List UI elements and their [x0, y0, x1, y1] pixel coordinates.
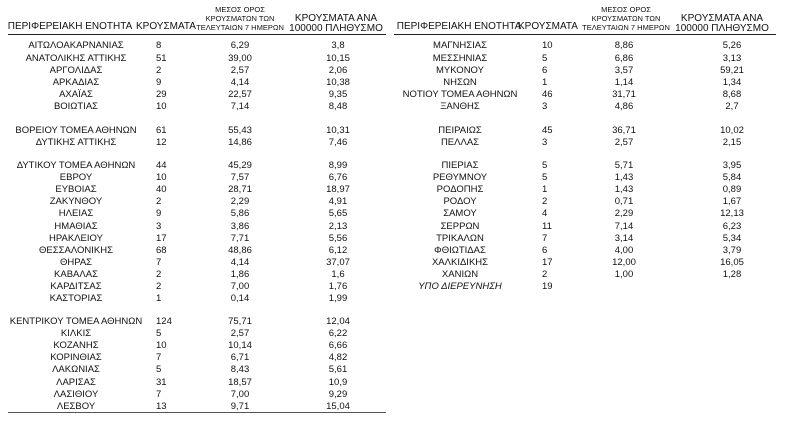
cases-value: 7: [156, 257, 162, 268]
cases-value: 8: [156, 40, 162, 51]
cases-value: 10: [156, 340, 167, 351]
cases-value: 1: [542, 184, 548, 195]
region-name: ΠΙΕΡΙΑΣ: [441, 160, 479, 171]
cases-value: 17: [542, 257, 553, 268]
right-header-avg-line1: ΜΕΣΟΣ ΟΡΟΣ: [601, 5, 651, 14]
avg-7day-value: 39,00: [228, 53, 252, 64]
per-100k-value: 12,13: [720, 208, 744, 219]
avg-7day-value: 48,86: [228, 245, 252, 256]
per-100k-value: 6,66: [328, 340, 348, 351]
cases-value: 7: [156, 352, 162, 363]
avg-7day-value: 4,86: [614, 101, 634, 112]
avg-7day-value: 3,86: [230, 221, 250, 232]
cases-value: 3: [156, 221, 162, 232]
avg-7day-value: 14,86: [228, 137, 252, 148]
right-header-avg: [574, 5, 678, 32]
region-name: ΚΟΖΑΝΗΣ: [53, 340, 99, 351]
region-name: ΚΟΡΙΝΘΙΑΣ: [50, 352, 102, 363]
per-100k-value: 5,26: [722, 40, 742, 51]
avg-7day-value: 1,43: [614, 184, 634, 195]
region-name: ΚΑΣΤΟΡΙΑΣ: [49, 293, 103, 304]
region-name: ΡΟΔΟΠΗΣ: [436, 184, 484, 195]
per-100k-value: 0,89: [722, 184, 742, 195]
per-100k-value: 12,04: [326, 316, 350, 327]
cases-value: 7: [156, 389, 162, 400]
per-100k-value: 9,29: [328, 389, 348, 400]
right-header-avg-line2: ΚΡΟΥΣΜΑΤΩΝ ΤΩΝ: [591, 14, 661, 23]
per-100k-value: 3,13: [722, 53, 742, 64]
avg-7day-value: 3,57: [614, 65, 634, 76]
per-100k-value: 6,23: [722, 221, 742, 232]
right-header-per: [670, 14, 774, 34]
cases-value: 1: [156, 293, 162, 304]
right-header-per-line2: 100000 ΠΛΗΘΥΣΜΟ: [675, 23, 769, 34]
avg-7day-value: 7,71: [230, 233, 250, 244]
per-100k-value: 1,99: [328, 293, 348, 304]
avg-7day-value: 10,14: [228, 340, 252, 351]
avg-7day-value: 75,71: [228, 316, 252, 327]
region-name: ΡΟΔΟΥ: [443, 196, 477, 207]
cases-value: 5: [156, 364, 162, 375]
region-name: ΖΑΚΥΝΘΟΥ: [49, 196, 103, 207]
per-100k-value: 1,67: [722, 196, 742, 207]
region-name: ΜΕΣΣΗΝΙΑΣ: [432, 53, 488, 64]
region-name: ΗΛΕΙΑΣ: [58, 208, 94, 219]
right-header-avg-line3: ΤΕΛΕΥΤΑΙΩΝ 7 ΗΜΕΡΩΝ: [582, 23, 670, 32]
cases-value: 19: [542, 281, 553, 292]
left-header-region: ΠΕΡΙΦΕΡΕΙΑΚΗ ΕΝΟΤΗΤΑ: [7, 21, 133, 32]
avg-7day-value: 18,57: [228, 377, 252, 388]
left-header-rule: [8, 34, 386, 35]
avg-7day-value: 22,57: [228, 89, 252, 100]
avg-7day-value: 6,71: [230, 352, 250, 363]
per-100k-value: 3,95: [722, 160, 742, 171]
cases-value: 51: [156, 53, 167, 64]
cases-value: 2: [156, 196, 162, 207]
region-name: ΠΕΛΛΑΣ: [440, 137, 480, 148]
avg-7day-value: 4,00: [614, 245, 634, 256]
cases-value: 6: [542, 245, 548, 256]
avg-7day-value: 8,86: [614, 40, 634, 51]
cases-value: 40: [156, 184, 167, 195]
region-name: ΗΜΑΘΙΑΣ: [54, 221, 98, 232]
region-name: ΤΡΙΚΑΛΩΝ: [436, 233, 484, 244]
region-name: ΣΕΡΡΩΝ: [440, 221, 480, 232]
per-100k-value: 10,02: [720, 125, 744, 136]
region-name: ΧΑΛΚΙΔΙΚΗΣ: [431, 257, 489, 268]
avg-7day-value: 55,43: [228, 125, 252, 136]
left-header-avg-line3: ΤΕΛΕΥΤΑΙΩΝ 7 ΗΜΕΡΩΝ: [196, 23, 284, 32]
per-100k-value: 2,7: [725, 101, 739, 112]
avg-7day-value: 0,71: [614, 196, 634, 207]
per-100k-value: 2,06: [328, 65, 348, 76]
cases-value: 9: [156, 208, 162, 219]
per-100k-value: 10,31: [326, 125, 350, 136]
avg-7day-value: 5,86: [230, 208, 250, 219]
cases-value: 124: [156, 316, 172, 327]
cases-value: 2: [156, 65, 162, 76]
cases-value: 10: [156, 172, 167, 183]
avg-7day-value: 1,00: [614, 269, 634, 280]
avg-7day-value: 7,57: [230, 172, 250, 183]
avg-7day-value: 4,14: [230, 77, 250, 88]
region-name: ΘΕΣΣΑΛΟΝΙΚΗΣ: [39, 245, 113, 256]
cases-value: 1: [542, 77, 548, 88]
per-100k-value: 5,84: [722, 172, 742, 183]
avg-7day-value: 12,00: [612, 257, 636, 268]
per-100k-value: 1,6: [331, 269, 345, 280]
per-100k-value: 10,9: [328, 377, 348, 388]
per-100k-value: 9,35: [328, 89, 348, 100]
per-100k-value: 6,12: [328, 245, 348, 256]
region-name: ΛΑΚΩΝΙΑΣ: [52, 364, 100, 375]
region-name: ΘΗΡΑΣ: [59, 257, 93, 268]
right-header-region: ΠΕΡΙΦΕΡΕΙΑΚΗ ΕΝΟΤΗΤΑ: [396, 21, 522, 32]
per-100k-value: 6,76: [328, 172, 348, 183]
avg-7day-value: 2,57: [230, 65, 250, 76]
avg-7day-value: 1,14: [614, 77, 634, 88]
per-100k-value: 5,61: [328, 364, 348, 375]
region-name: ΕΥΒΟΙΑΣ: [55, 184, 97, 195]
right-header-per-line1: ΚΡΟΥΣΜΑΤΑ ΑΝΑ: [680, 13, 764, 24]
avg-7day-value: 5,71: [614, 160, 634, 171]
avg-7day-value: 2,57: [230, 328, 250, 339]
per-100k-value: 6,22: [328, 328, 348, 339]
avg-7day-value: 2,57: [614, 137, 634, 148]
cases-value: 46: [542, 89, 553, 100]
per-100k-value: 8,68: [722, 89, 742, 100]
cases-value: 5: [542, 53, 548, 64]
cases-value: 9: [156, 77, 162, 88]
avg-7day-value: 9,71: [230, 401, 250, 412]
left-header-avg-line1: ΜΕΣΟΣ ΟΡΟΣ: [215, 5, 265, 14]
left-header-per-line1: ΚΡΟΥΣΜΑΤΑ ΑΝΑ: [294, 13, 378, 24]
region-name: ΚΑΒΑΛΑΣ: [54, 269, 98, 280]
per-100k-value: 3,8: [331, 40, 345, 51]
cases-value: 13: [156, 401, 167, 412]
cases-value: 2: [156, 281, 162, 292]
cases-value: 10: [542, 40, 553, 51]
cases-value: 29: [156, 89, 167, 100]
cases-value: 2: [542, 196, 548, 207]
left-header-avg-line2: ΚΡΟΥΣΜΑΤΩΝ ΤΩΝ: [205, 14, 275, 23]
cases-value: 2: [542, 269, 548, 280]
region-name: ΕΒΡΟΥ: [59, 172, 93, 183]
per-100k-value: 4,91: [328, 196, 348, 207]
per-100k-value: 1,76: [328, 281, 348, 292]
cases-value: 3: [542, 137, 548, 148]
region-name: ΑΡΚΑΔΙΑΣ: [52, 77, 100, 88]
per-100k-value: 2,15: [722, 137, 742, 148]
left-header-per: [284, 14, 388, 34]
cases-value: 6: [542, 65, 548, 76]
per-100k-value: 15,04: [326, 401, 350, 412]
region-name: ΛΑΡΙΣΑΣ: [56, 377, 96, 388]
per-100k-value: 8,99: [328, 160, 348, 171]
per-100k-value: 16,05: [720, 257, 744, 268]
region-name: ΠΕΙΡΑΙΩΣ: [438, 125, 482, 136]
per-100k-value: 10,15: [326, 53, 350, 64]
region-name: ΛΑΣΙΘΙΟΥ: [53, 389, 99, 400]
region-name: ΛΕΣΒΟΥ: [56, 401, 96, 412]
left-header-cases: ΚΡΟΥΣΜΑΤΑ: [136, 21, 196, 32]
region-name: ΔΥΤΙΚΗΣ ΑΤΤΙΚΗΣ: [35, 137, 117, 148]
avg-7day-value: 7,14: [230, 101, 250, 112]
per-100k-value: 18,97: [326, 184, 350, 195]
cases-value: 68: [156, 245, 167, 256]
avg-7day-value: 36,71: [612, 125, 636, 136]
avg-7day-value: 31,71: [612, 89, 636, 100]
region-name: ΞΑΝΘΗΣ: [440, 101, 480, 112]
region-name: ΑΧΑΪΑΣ: [59, 89, 93, 100]
per-100k-value: 1,28: [722, 269, 742, 280]
per-100k-value: 2,13: [328, 221, 348, 232]
per-100k-value: 8,48: [328, 101, 348, 112]
left-header-avg: [190, 5, 290, 32]
left-header-per-line2: 100000 ΠΛΗΘΥΣΜΟ: [289, 23, 383, 34]
region-name: ΜΑΓΝΗΣΙΑΣ: [433, 40, 487, 51]
avg-7day-value: 28,71: [228, 184, 252, 195]
region-name: ΜΥΚΟΝΟΥ: [436, 65, 484, 76]
per-100k-value: 7,46: [328, 137, 348, 148]
region-name: ΑΝΑΤΟΛΙΚΗΣ ΑΤΤΙΚΗΣ: [25, 53, 127, 64]
cases-value: 45: [542, 125, 553, 136]
region-name: ΚΑΡΔΙΤΣΑΣ: [50, 281, 102, 292]
avg-7day-value: 1,86: [230, 269, 250, 280]
cases-value: 10: [156, 101, 167, 112]
cases-value: 31: [156, 377, 167, 388]
cases-value: 61: [156, 125, 167, 136]
avg-7day-value: 2,29: [230, 196, 250, 207]
avg-7day-value: 3,14: [614, 233, 634, 244]
cases-value: 3: [542, 101, 548, 112]
region-name: ΚΕΝΤΡΙΚΟΥ ΤΟΜΕΑ ΑΘΗΝΩΝ: [9, 316, 143, 327]
avg-7day-value: 8,43: [230, 364, 250, 375]
avg-7day-value: 1,43: [614, 172, 634, 183]
avg-7day-value: 6,29: [230, 40, 250, 51]
per-100k-value: 37,07: [326, 257, 350, 268]
avg-7day-value: 4,14: [230, 257, 250, 268]
avg-7day-value: 7,00: [230, 281, 250, 292]
region-name: ΒΟΡΕΙΟΥ ΤΟΜΕΑ ΑΘΗΝΩΝ: [15, 125, 137, 136]
per-100k-value: 5,56: [328, 233, 348, 244]
per-100k-value: 4,82: [328, 352, 348, 363]
per-100k-value: 5,34: [722, 233, 742, 244]
region-name: ΑΙΤΩΛΟΑΚΑΡΝΑΝΙΑΣ: [28, 40, 124, 51]
region-name: ΥΠΟ ΔΙΕΡΕΥΝΗΣΗ: [418, 281, 502, 292]
right-header-rule: [394, 34, 776, 35]
cases-value: 4: [542, 208, 548, 219]
cases-value: 5: [542, 172, 548, 183]
per-100k-value: 59,21: [720, 65, 744, 76]
region-name: ΒΟΙΩΤΙΑΣ: [53, 101, 99, 112]
cases-value: 5: [156, 328, 162, 339]
per-100k-value: 10,38: [326, 77, 350, 88]
cases-value: 2: [156, 269, 162, 280]
avg-7day-value: 45,29: [228, 160, 252, 171]
right-header-cases: ΚΡΟΥΣΜΑΤΑ: [518, 21, 578, 32]
region-name: ΚΙΛΚΙΣ: [60, 328, 92, 339]
region-name: ΑΡΓΟΛΙΔΑΣ: [49, 65, 103, 76]
region-name: ΡΕΘΥΜΝΟΥ: [432, 172, 488, 183]
cases-value: 17: [156, 233, 167, 244]
region-name: ΗΡΑΚΛΕΙΟΥ: [49, 233, 103, 244]
avg-7day-value: 2,29: [614, 208, 634, 219]
cases-value: 12: [156, 137, 167, 148]
cases-value: 11: [542, 221, 552, 232]
avg-7day-value: 0,14: [230, 293, 250, 304]
region-name: ΝΗΣΩΝ: [443, 77, 477, 88]
avg-7day-value: 6,86: [614, 53, 634, 64]
cases-value: 44: [156, 160, 167, 171]
region-name: ΧΑΝΙΩΝ: [441, 269, 479, 280]
region-name: ΔΥΤΙΚΟΥ ΤΟΜΕΑ ΑΘΗΝΩΝ: [16, 160, 136, 171]
avg-7day-value: 7,00: [230, 389, 250, 400]
cases-value: 7: [542, 233, 548, 244]
region-name: ΣΑΜΟΥ: [443, 208, 477, 219]
region-name: ΝΟΤΙΟΥ ΤΟΜΕΑ ΑΘΗΝΩΝ: [402, 89, 518, 100]
cases-value: 5: [542, 160, 548, 171]
per-100k-value: 3,79: [722, 245, 742, 256]
per-100k-value: 5,65: [328, 208, 348, 219]
region-name: ΦΘΙΩΤΙΔΑΣ: [434, 245, 486, 256]
avg-7day-value: 7,14: [614, 221, 634, 232]
per-100k-value: 1,34: [722, 77, 742, 88]
